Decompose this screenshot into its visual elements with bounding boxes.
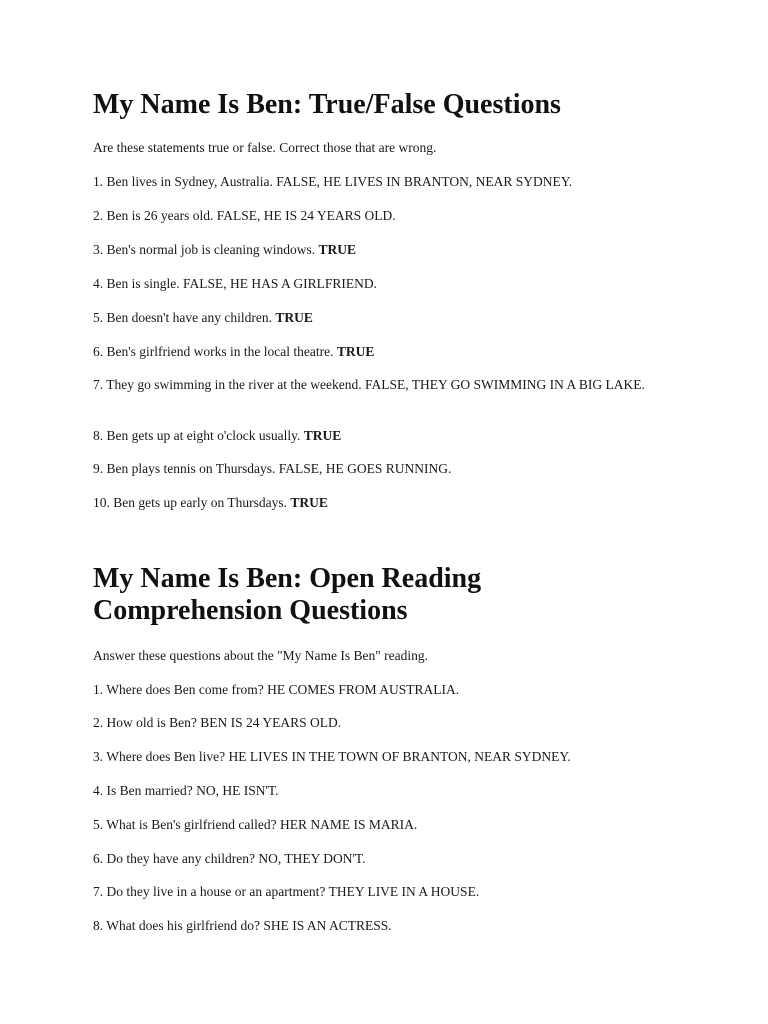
tf-statement: 3. Ben's normal job is cleaning windows. <box>93 242 316 257</box>
open-answer: BEN IS 24 YEARS OLD. <box>200 715 342 730</box>
tf-statement: 5. Ben doesn't have any children. <box>93 310 273 325</box>
open-item <box>93 917 663 934</box>
tf-answer: FALSE, HE IS 24 YEARS OLD. <box>216 208 396 223</box>
open-question: 3. Where does Ben live? <box>93 749 226 764</box>
section-intro-open-questions: Answer these questions about the "My Name Is Ben" reading. <box>93 648 428 663</box>
tf-item <box>93 494 663 511</box>
tf-answer: TRUE <box>318 242 357 257</box>
open-question: 4. Is Ben married? <box>93 783 193 798</box>
open-answer: SHE IS AN ACTRESS. <box>263 918 392 933</box>
tf-answer: FALSE, THEY GO SWIMMING IN A BIG LAKE. <box>364 377 645 392</box>
section-title-true-false: My Name Is Ben: True/False Questions <box>93 89 561 120</box>
tf-item <box>93 427 663 444</box>
section-intro-true-false: Are these statements true or false. Correct those that are wrong. <box>93 140 437 155</box>
open-question: 6. Do they have any children? <box>93 851 255 866</box>
open-item <box>93 782 663 799</box>
tf-answer: FALSE, HE HAS A GIRLFRIEND. <box>183 276 378 291</box>
tf-answer: TRUE <box>275 310 313 325</box>
tf-item <box>93 275 663 292</box>
open-item <box>93 816 663 833</box>
tf-answer: FALSE, HE LIVES IN BRANTON, NEAR SYDNEY. <box>276 174 573 189</box>
open-item <box>93 714 663 731</box>
tf-answer: TRUE <box>303 428 342 443</box>
open-item <box>93 883 663 900</box>
tf-item <box>93 343 663 360</box>
open-item <box>93 681 663 698</box>
tf-answer: FALSE, HE GOES RUNNING. <box>278 461 452 476</box>
tf-answer: TRUE <box>336 344 375 359</box>
tf-answer: TRUE <box>290 495 328 510</box>
open-answer: HE COMES FROM AUSTRALIA. <box>267 682 460 697</box>
open-item <box>93 850 663 867</box>
open-question: 1. Where does Ben come from? <box>93 682 264 697</box>
tf-statement: 9. Ben plays tennis on Thursdays. <box>93 461 276 476</box>
tf-statement: 2. Ben is 26 years old. <box>93 208 214 223</box>
section-title-open-questions: My Name Is Ben: Open Reading Comprehension Questions <box>93 563 482 626</box>
open-answer: HER NAME IS MARIA. <box>280 817 418 832</box>
tf-statement: 4. Ben is single. <box>93 276 180 291</box>
open-answer: NO, HE ISN'T. <box>196 783 279 798</box>
tf-item <box>93 309 663 326</box>
tf-statement: 1. Ben lives in Sydney, Australia. <box>93 174 273 189</box>
tf-statement: 7. They go swimming in the river at the weekend. <box>93 377 362 392</box>
open-answer: HE LIVES IN THE TOWN OF BRANTON, NEAR SYDNEY. <box>228 749 571 764</box>
open-question: 8. What does his girlfriend do? <box>93 918 260 933</box>
tf-item <box>93 460 663 477</box>
tf-statement: 8. Ben gets up at eight o'clock usually. <box>93 428 301 443</box>
tf-item <box>93 241 663 258</box>
tf-statement: 10. Ben gets up early on Thursdays. <box>93 495 287 510</box>
open-question: 2. How old is Ben? <box>93 715 197 730</box>
tf-item <box>93 173 663 190</box>
tf-item <box>93 207 663 224</box>
open-question: 7. Do they live in a house or an apartment? <box>93 884 326 899</box>
open-item <box>93 748 663 765</box>
open-question: 5. What is Ben's girlfriend called? <box>93 817 277 832</box>
tf-item <box>93 376 663 393</box>
open-answer: THEY LIVE IN A HOUSE. <box>328 884 480 899</box>
open-answer: NO, THEY DON'T. <box>258 851 366 866</box>
tf-statement: 6. Ben's girlfriend works in the local theatre. <box>93 344 334 359</box>
